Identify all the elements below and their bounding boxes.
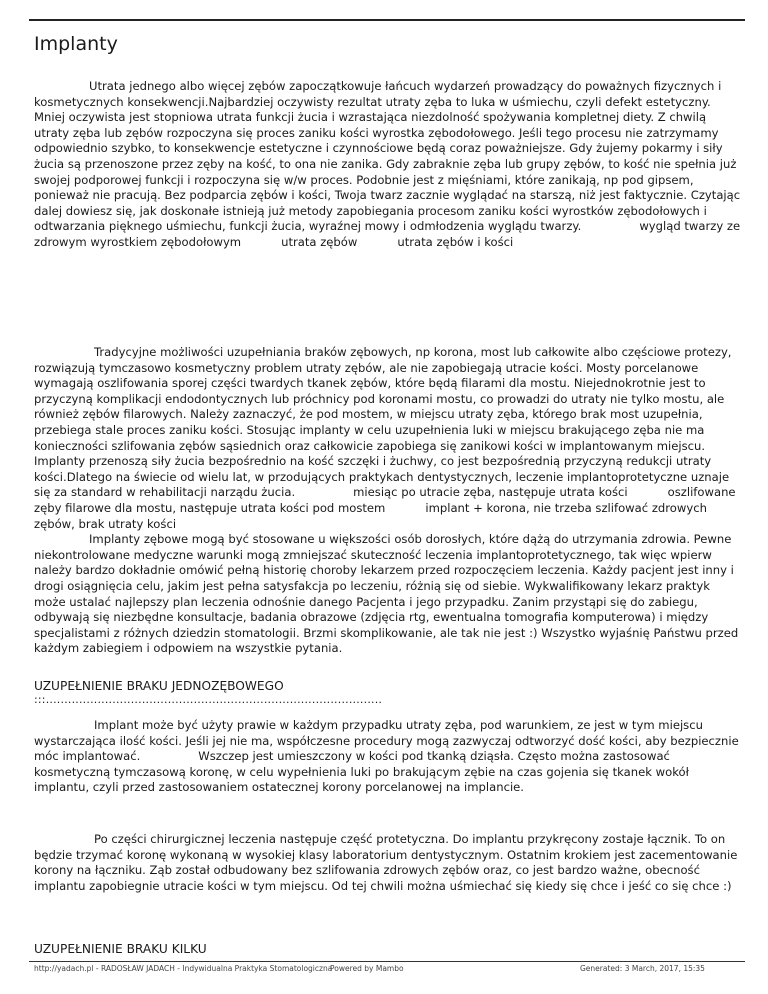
paragraph-2: Tradycyjne możliwości uzupełniania braków zębowych, np korona, most lub całkowite albo częściowe protezy, rozwiązują tymczasowo kosmetyczny problem utraty zębów, ale nie zapobiegają utracie kości. Mosty porcelanowe wymagają oszlifowania sporej części twardych tkanek zębów, które będą filarami dla mostu. Niejednokrotnie jest to przyczyną komplikacji endodontycznych lub próchnicy pod koronami mostu, co prowadzi do utraty nie tylko mostu, ale również zębów filarowych. Należy zaznaczyć, że pod mostem, w miejscu utraty zęba, którego brak most uzupełnia, przebiega stale proces zaniku kości. Stosując implanty w celu uzupełnienia luki w miejscu brakującego zęba nie ma konieczności szlifowania zębów sąsiednich oraz całkowicie zapobiega się zanikowi kości w implantowanym miejscu. Implanty przenoszą siły żucia bezpośrednio na kość szczęki i żuchwy, co jest bezpośrednią przyczyną redukcji utraty kości.Dlatego na świecie od wielu lat, w przodujących praktykach dentystycznych, leczenie implantoprotetyczne uznaje się za standard w rehabilitacji narządu żucia. miesiąc po utracie zęba, następuje utrata kości oszlifowane zęby filarowe dla mostu, następuje utrata kości pod mostem implant + korona, nie trzeba szlifować zdrowych zębów, brak utraty kości (34, 345, 736, 531)
image-caption: utrata zębów (281, 234, 358, 249)
paragraph-4: Implant może być użyty prawie w każdym przypadku utraty zęba, pod warunkiem, ze jest w tym miejscu wystarczająca ilość kości. Jeśli jej nie ma, współczesne procedury mogą zazwyczaj odtworzyć dość kości, aby bezpiecznie móc implantować. Wszczep jest umieszczony w kości pod tkanką dziąsła. Często można zastosować kosmetyczną tymczasową koronę, w celu wypełnienia luki po brakującym zębie na czas gojenia się tkanek wokół implantu, czyli przed zastosowaniem ostatecznej korony porcelanowej na implancie. (34, 718, 739, 795)
footer-generated-date: Generated: 3 March, 2017, 15:35 (580, 964, 705, 973)
paragraph-5-block (34, 832, 742, 894)
paragraph-5: Po części chirurgicznej leczenia następuje część protetyczna. Do implantu przykręcony zostaje łącznik. To on będzie trzymać koronę wykonaną w wysokiej klasy laboratorium dentystycznym. Ostatnim krokiem jest zacementowanie korony na łączniku. Ząb został odbudowany bez szlifowania zdrowych zębów oraz, co jest bardzo ważne, obecność implantu zapobiegnie utracie kości w tym miejscu. Od tej chwili można uśmiechać się kiedy się chce i jeść co się chce :) (34, 832, 738, 893)
paragraph-1: Utrata jednego albo więcej zębów zapoczątkowuje łańcuch wydarzeń prowadzący do poważnych fizycznych i kosmetycznych konsekwencji.Najbardziej oczywisty rezultat utraty zęba to luka w uśmiechu, czyli defekt estetyczny. Mniej oczywista jest stopniowa utrata funkcji żucia i wzrastająca niezdolność spożywania kompletnej diety. Z chwilą utraty zęba lub zębów rozpoczyna się proces zaniku kości wyrostka zębodołowego. Jeśli tego procesu nie zatrzymamy odpowiednio szybko, to konsekwencje estetyczne i czynnościowe będą coraz poważniejsze. Gdy żujemy pokarmy i siły żucia są przenoszone przez zęby na kość, to ona nie zanika. Gdy zabraknie zęba lub grupy zębów, to kość nie spełnia już swojej podporowej funkcji i rozpoczyna się w/w proces. Podobnie jest z mięśniami, które zanikają, np pod gipsem, ponieważ nie pracują. Bez podparcia zębów i kości, Twoja twarz zacznie wyglądać na starszą, niż jest faktycznie. Czytając dalej dowiesz się, jak doskonałe istnieją już metody zapobiegania procesom zaniku kości wyrostków zębodołowych i odtwarzania pięknego uśmiechu, funkcji żucia, wyraźnej mowy i odmłodzenia wyglądu twarzy. wygląd twarzy ze zdrowym wyrostkiem zębodołowym utrata zębów utrata zębów i kości (34, 79, 741, 249)
paragraph-3: Implanty zębowe mogą być stosowane u większości osób dorosłych, które dążą do utrzymania zdrowia. Pewne niekontrolowane medyczne warunki mogą zmniejszać skuteczność leczenia implantoprotetycznego, tak więc wpierw należy bardzo dokładnie omówić pełną historię choroby lekarzem przed rozpoczęciem leczenia. Każdy pacjent jest inny i drogi osiągnięcia celu, jakim jest pełna satysfakcja po leczeniu, różnią się od siebie. Wykwalifikowany lekarz praktyk może ustalać najlepszy plan leczenia odnośnie danego Pacjenta i jego przypadku. Zanim przystąpi się do zabiegu, odbywają się niezbędne konsultacje, badania obrazowe (zdjęcia rtg, ewentualna tomografia komputerowa) i między specjalistami z różnych dziedzin stomatologii. Brzmi skomplikowanie, ale tak nie jest :) Wszystko wyjaśnię Państwu przed każdym zabiegiem i odpowiem na wszystkie pytania. (34, 532, 739, 656)
paragraph-1-block (34, 79, 742, 251)
footer-source-link[interactable]: http://yadach.pl - RADOSŁAW JADACH - Indywidualna Praktyka Stomatologiczna (34, 964, 333, 973)
image-caption: oszlifowane zęby filarowe dla mostu, następuje utrata kości pod mostem (34, 485, 736, 515)
image-caption: wygląd twarzy ze zdrowym wyrostkiem zębodołowym (34, 219, 741, 249)
paragraph-4-block (34, 718, 742, 796)
top-rule (29, 19, 745, 21)
image-caption: utrata zębów i kości (397, 234, 514, 249)
footer-powered-by: Powered by Mambo (330, 964, 404, 973)
image-caption: implant + korona, nie trzeba szlifować zdrowych zębów, brak utraty kości (34, 500, 707, 531)
paragraph-2-block (34, 345, 742, 657)
section-heading-multiple-teeth: UZUPEŁNIENIE BRAKU KILKU (34, 942, 207, 956)
page-title: Implanty (34, 33, 118, 55)
image-caption: miesiąc po utracie zęba, następuje utrata kości (353, 485, 628, 500)
section-divider-dots: :::........................................................................................... (34, 693, 383, 706)
footer-rule (29, 961, 745, 962)
section-heading-single-tooth: UZUPEŁNIENIE BRAKU JEDNOZĘBOWEGO (34, 679, 284, 693)
